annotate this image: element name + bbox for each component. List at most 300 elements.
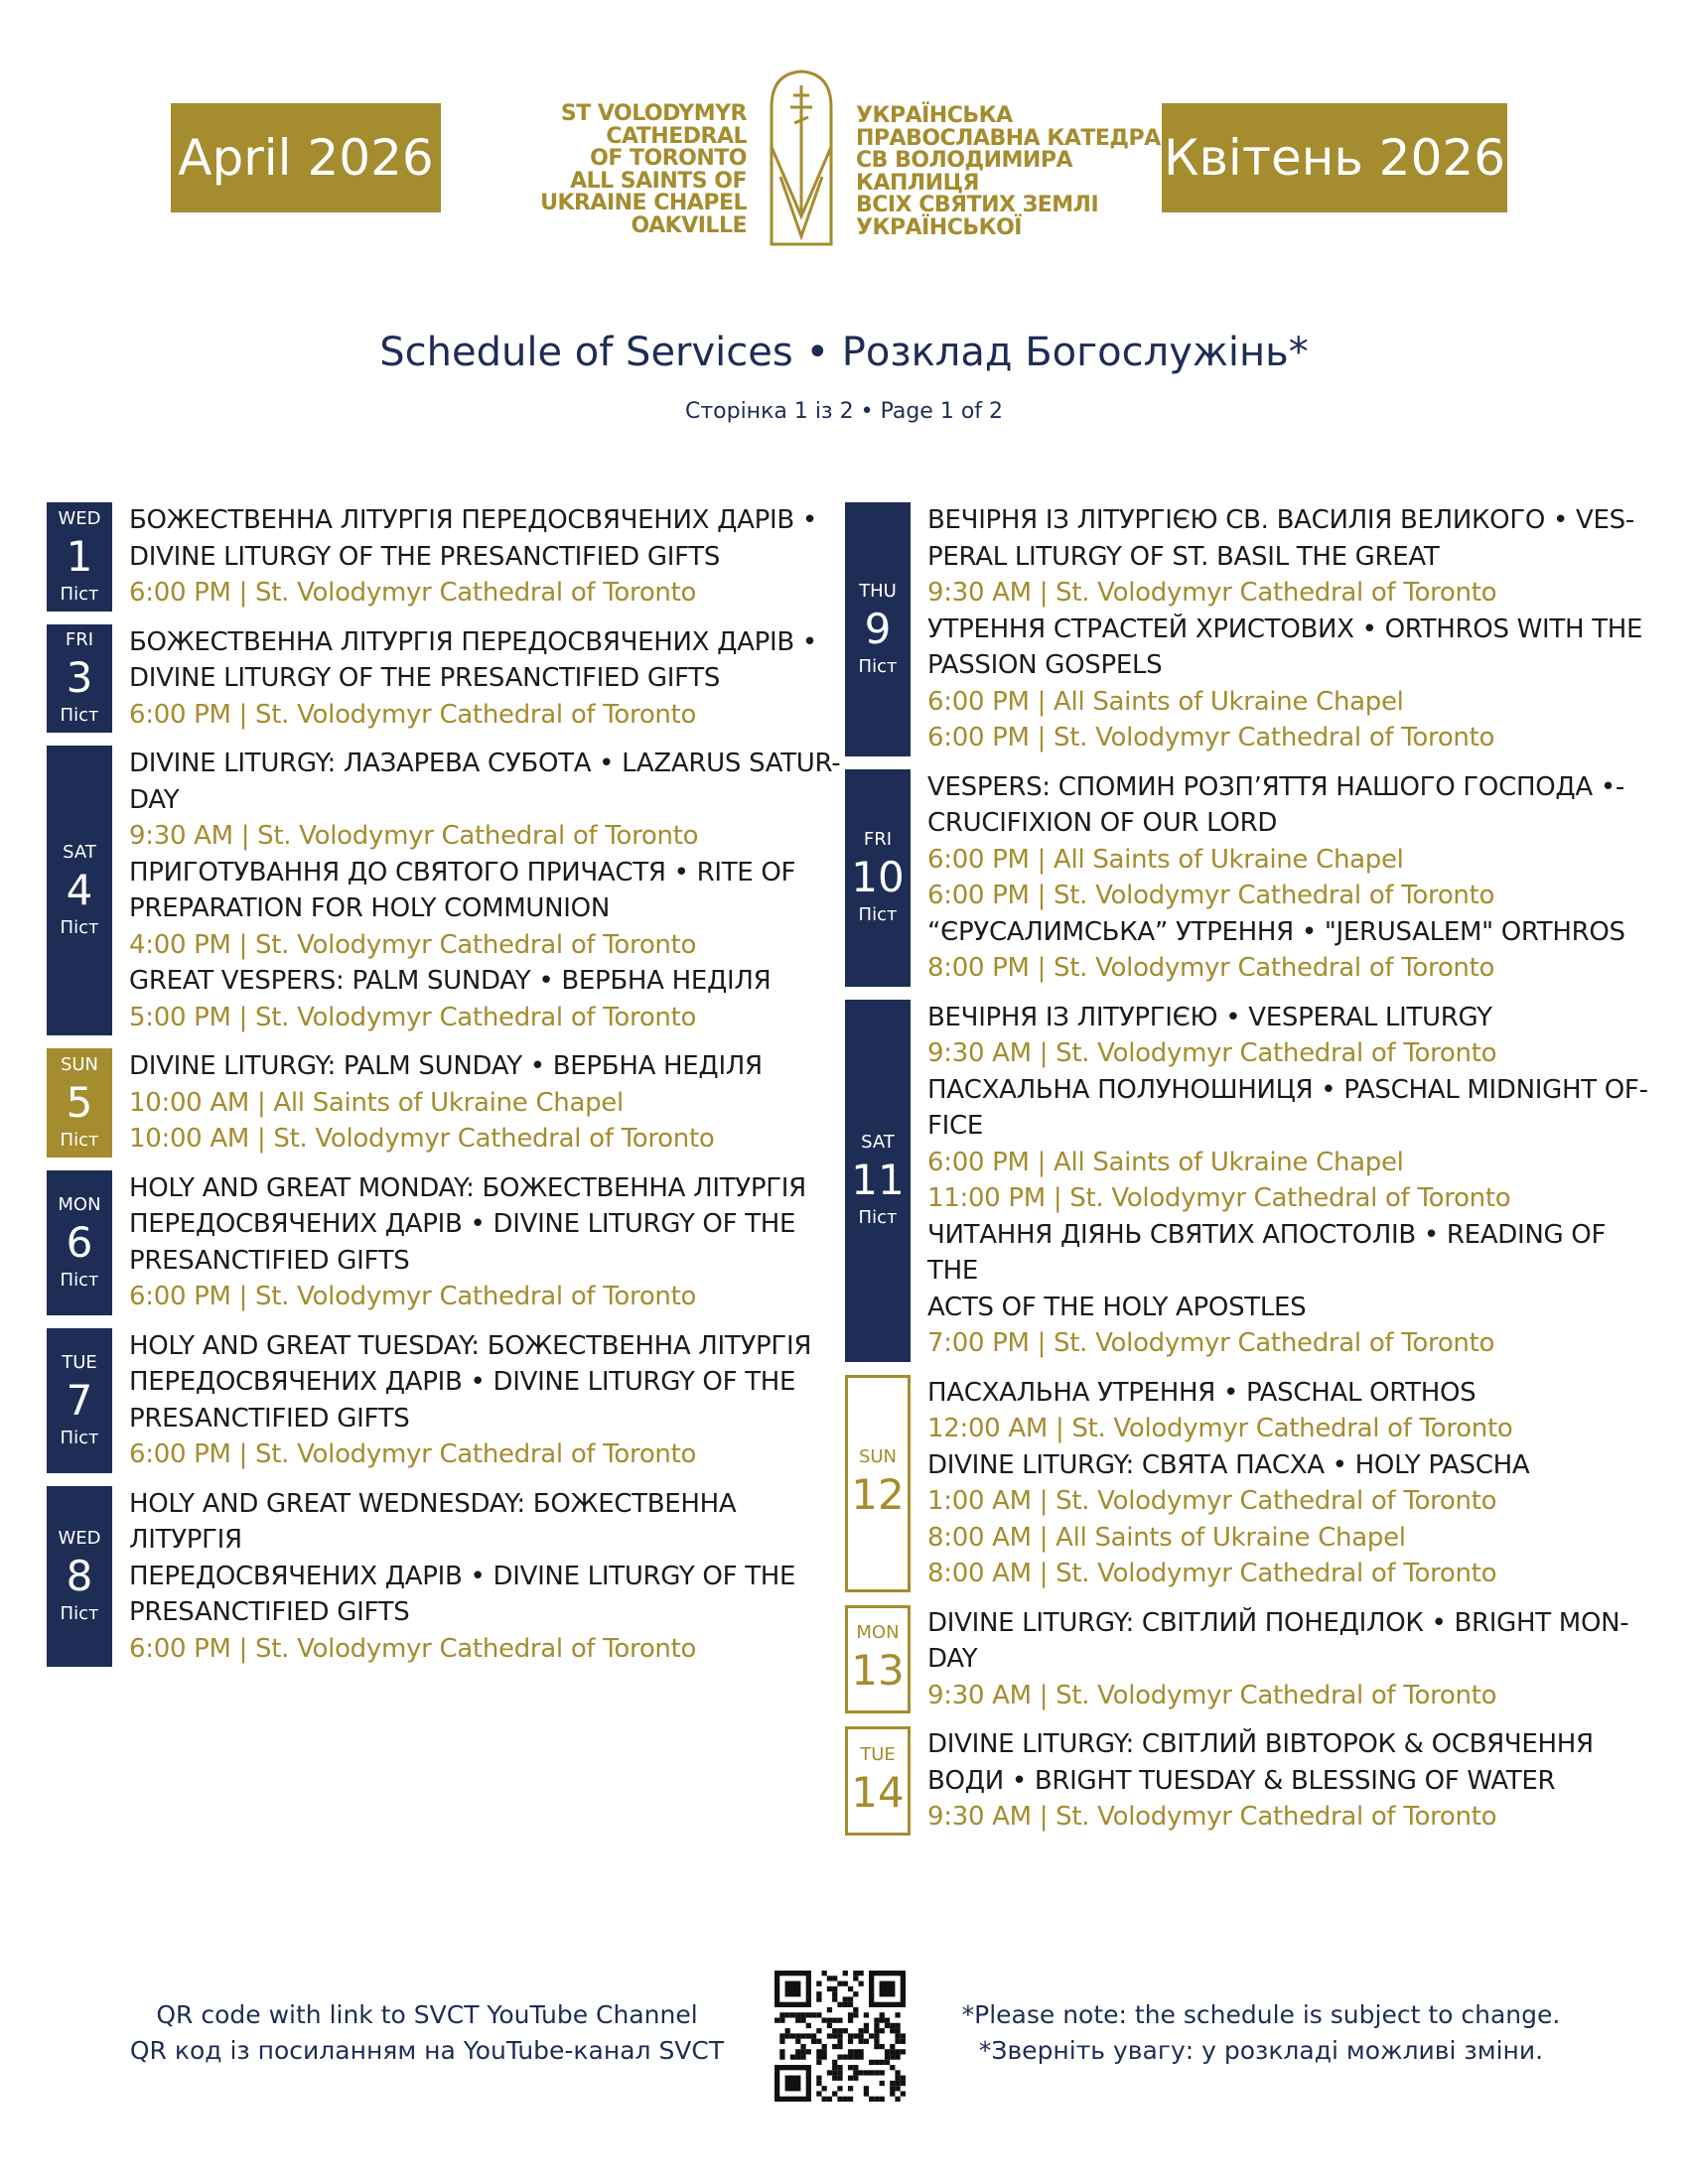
service-list xyxy=(911,502,1649,756)
qr-module xyxy=(880,2044,885,2049)
qr-module xyxy=(858,2049,863,2054)
qr-module xyxy=(822,2049,827,2054)
service-title: CRUCIFIXION OF OUR LORD xyxy=(927,808,1278,838)
qr-module xyxy=(874,2039,879,2044)
qr-module xyxy=(858,2033,863,2038)
qr-module xyxy=(832,2065,837,2070)
service-list xyxy=(911,1375,1649,1592)
qr-module xyxy=(790,2054,795,2059)
logo-line: ALL SAINTS OF xyxy=(570,168,747,194)
service-title: ПЕРЕДОСВЯЧЕНИХ ДАРІВ • DIVINE LITURGY OF THE xyxy=(129,1209,796,1239)
weekday-label: SUN xyxy=(858,1446,898,1467)
qr-module xyxy=(858,1971,863,1976)
service-title: PREPARATION FOR HOLY COMMUNION xyxy=(129,893,610,923)
qr-module xyxy=(880,2018,885,2023)
qr-module xyxy=(890,2049,895,2054)
service-title: DIVINE LITURGY: СВІТЛИЙ ВІВТОРОК & ОСВЯЧЕННЯ xyxy=(927,1729,1594,1759)
day-number: 3 xyxy=(66,653,93,703)
qr-module xyxy=(848,2002,853,2007)
qr-module xyxy=(853,2070,858,2075)
page-title: Schedule of Services • Розклад Богослужінь* xyxy=(379,330,1309,375)
qr-module xyxy=(837,2065,842,2070)
qr-module xyxy=(864,2039,869,2044)
service-list xyxy=(112,624,841,734)
qr-module xyxy=(827,2033,832,2038)
qr-module xyxy=(779,2039,784,2044)
qr-module xyxy=(816,2049,821,2054)
qr-module xyxy=(853,1991,858,1996)
service-time-location: 6:00 PM | St. Volodymyr Cathedral of Toronto xyxy=(129,1439,697,1469)
qr-module xyxy=(864,2012,869,2017)
qr-module xyxy=(853,2054,858,2059)
qr-module xyxy=(848,2018,853,2023)
qr-module xyxy=(837,2039,842,2044)
date-badge xyxy=(845,769,911,987)
fast-label: Піст xyxy=(60,1129,99,1151)
service-title: БОЖЕСТВЕННА ЛІТУРГІЯ ПЕРЕДОСВЯЧЕНИХ ДАРІВ • xyxy=(129,505,817,535)
qr-module xyxy=(816,1996,821,2001)
service-time-location: 7:00 PM | St. Volodymyr Cathedral of Toronto xyxy=(927,1328,1495,1358)
qr-module xyxy=(895,2086,900,2091)
fast-label: Піст xyxy=(60,705,99,727)
service-title: PERAL LITURGY OF ST. BASIL THE GREAT xyxy=(927,541,1440,572)
qr-module xyxy=(848,2039,853,2044)
fast-label: Піст xyxy=(60,583,99,605)
qr-module xyxy=(895,2039,900,2044)
qr-module xyxy=(895,2070,900,2075)
qr-module xyxy=(880,2012,885,2017)
logo-line: СВ ВОЛОДИМИРА xyxy=(856,148,1072,173)
qr-module xyxy=(816,1991,821,1996)
fast-label: Піст xyxy=(858,1207,898,1228)
qr-module xyxy=(800,2033,805,2038)
qr-module xyxy=(895,2049,900,2054)
schedule-note-en: *Please note: the schedule is subject to change. xyxy=(961,2000,1561,2029)
qr-module xyxy=(880,2060,885,2065)
page-subtitle: Сторінка 1 із 2 • Page 1 of 2 xyxy=(684,399,1004,424)
qr-module xyxy=(853,2065,858,2070)
schedule-day-entry xyxy=(47,624,841,734)
date-badge xyxy=(47,1048,112,1158)
qr-caption-uk: QR код із посиланням на YouTube-канал SVCT xyxy=(129,2036,725,2065)
qr-module xyxy=(837,2033,842,2038)
service-title: FICE xyxy=(927,1111,984,1141)
qr-module xyxy=(811,2012,816,2017)
logo-line: CATHEDRAL xyxy=(606,123,747,149)
service-time-location: 8:00 AM | St. Volodymyr Cathedral of Toronto xyxy=(927,1559,1497,1588)
qr-module xyxy=(864,2070,869,2075)
qr-module xyxy=(811,2033,816,2038)
service-time-location: 5:00 PM | St. Volodymyr Cathedral of Toronto xyxy=(129,1002,697,1032)
qr-module xyxy=(795,2012,800,2017)
date-badge xyxy=(845,1726,911,1836)
service-time-location: 8:00 PM | St. Volodymyr Cathedral of Toronto xyxy=(927,953,1495,983)
service-list xyxy=(112,1170,841,1315)
qr-module xyxy=(901,2039,906,2044)
day-number: 4 xyxy=(66,866,93,914)
qr-module xyxy=(848,1986,853,1991)
qr-module xyxy=(827,2007,832,2012)
qr-module xyxy=(880,1981,896,1997)
schedule-day-entry xyxy=(47,1170,841,1315)
service-list xyxy=(112,502,841,612)
service-time-location: 9:30 AM | St. Volodymyr Cathedral of Toronto xyxy=(927,1680,1497,1710)
service-time-location: 6:00 PM | All Saints of Ukraine Chapel xyxy=(927,686,1404,717)
qr-module xyxy=(837,2002,842,2007)
logo-text-english xyxy=(540,103,747,237)
fast-label: Піст xyxy=(60,1427,99,1448)
qr-module xyxy=(864,2028,869,2033)
qr-module xyxy=(795,2039,800,2044)
date-badge xyxy=(47,502,112,612)
service-list xyxy=(112,746,841,1035)
qr-module xyxy=(880,2028,885,2033)
weekday-label: WED xyxy=(58,1527,101,1549)
service-time-location: 9:30 AM | St. Volodymyr Cathedral of Toronto xyxy=(927,578,1497,608)
service-title: ЧИТАННЯ ДІЯНЬ СВЯТИХ АПОСТОЛІВ • READING OF THE xyxy=(927,1219,1607,1286)
service-title: “ЄРУСАЛИМСЬКА” УТРЕННЯ • "JERUSALEM" ORTHROS xyxy=(927,916,1625,947)
qr-module xyxy=(806,2012,811,2017)
date-badge xyxy=(47,1328,112,1473)
schedule-day-entry xyxy=(845,1000,1649,1362)
service-time-location: 6:00 PM | All Saints of Ukraine Chapel xyxy=(927,844,1404,875)
qr-module xyxy=(779,2049,784,2054)
service-time-location: 11:00 PM | St. Volodymyr Cathedral of Toronto xyxy=(927,1183,1511,1213)
qr-module xyxy=(890,2091,895,2096)
service-title: DAY xyxy=(129,784,180,815)
qr-module xyxy=(858,2039,863,2044)
qr-module xyxy=(822,1971,827,1976)
qr-module xyxy=(827,1976,832,1980)
service-title: PRESANCTIFIED GIFTS xyxy=(129,1245,410,1276)
schedule-column-right xyxy=(845,502,1649,1848)
service-time-location: 6:00 PM | St. Volodymyr Cathedral of Toronto xyxy=(129,699,697,730)
qr-module xyxy=(785,2076,801,2092)
qr-module xyxy=(853,2049,858,2054)
logo-line: ПРАВОСЛАВНА КАТЕДРА xyxy=(856,125,1161,151)
service-time-location: 9:30 AM | St. Volodymyr Cathedral of Toronto xyxy=(927,1802,1497,1832)
qr-module xyxy=(816,2028,821,2033)
qr-module xyxy=(832,1986,837,1991)
qr-module xyxy=(890,2081,895,2086)
schedule-day-entry xyxy=(47,1328,841,1473)
service-title: ACTS OF THE HOLY APOSTLES xyxy=(927,1292,1307,1322)
day-number: 13 xyxy=(851,1646,905,1696)
day-number: 11 xyxy=(851,1156,905,1204)
qr-module xyxy=(843,2097,848,2102)
qr-module xyxy=(827,2023,832,2028)
service-time-location: 9:30 AM | St. Volodymyr Cathedral of Toronto xyxy=(927,1038,1497,1068)
qr-module xyxy=(901,2033,906,2038)
qr-module xyxy=(816,2091,821,2096)
service-list xyxy=(911,1605,1649,1714)
logo-line: ВСІХ СВЯТИХ ЗЕМЛІ xyxy=(856,193,1099,217)
service-title: ВЕЧІРНЯ ІЗ ЛІТУРГІЄЮ СВ. ВАСИЛІЯ ВЕЛИКОГО • VES- xyxy=(927,505,1634,535)
qr-module xyxy=(832,2070,837,2075)
logo-line: OF TORONTO xyxy=(590,146,747,171)
service-time-location: 6:00 PM | St. Volodymyr Cathedral of Toronto xyxy=(129,1282,697,1311)
schedule-note xyxy=(914,1997,1609,2069)
schedule-note-uk: *Зверніть увагу: у розкладі можливі зміни. xyxy=(978,2036,1544,2065)
qr-module xyxy=(885,2049,890,2054)
service-list xyxy=(911,769,1649,987)
service-time-location: 8:00 AM | All Saints of Ukraine Chapel xyxy=(927,1522,1406,1553)
qr-module xyxy=(858,2070,863,2075)
qr-module xyxy=(853,2076,858,2081)
service-time-location: 12:00 AM | St. Volodymyr Cathedral of Toronto xyxy=(927,1414,1513,1443)
service-title: ПРИГОТУВАННЯ ДО СВЯТОГО ПРИЧАСТЯ • RITE OF xyxy=(129,857,796,887)
qr-module xyxy=(785,2012,790,2017)
service-title: HOLY AND GREAT TUESDAY: БОЖЕСТВЕННА ЛІТУРГІЯ xyxy=(129,1330,812,1361)
qr-module xyxy=(869,2070,874,2075)
qr-module xyxy=(837,2054,842,2059)
schedule-day-entry xyxy=(845,1726,1649,1836)
qr-module xyxy=(901,2076,906,2081)
service-time-location: 6:00 PM | St. Volodymyr Cathedral of Toronto xyxy=(927,723,1495,752)
qr-module xyxy=(843,1981,848,1986)
service-title: VESPERS: СПОМИН РОЗП’ЯТТЯ НАШОГО ГОСПОДА •- xyxy=(927,771,1624,802)
qr-module xyxy=(837,2076,842,2081)
service-title: УТРЕННЯ СТРАСТЕЙ ХРИСТОВИХ • ORTHROS WITH THE xyxy=(927,614,1643,644)
date-badge xyxy=(845,1605,911,1714)
service-title: ПЕРЕДОСВЯЧЕНИХ ДАРІВ • DIVINE LITURGY OF THE xyxy=(129,1561,796,1591)
qr-module xyxy=(901,2049,906,2054)
qr-module xyxy=(853,1971,858,1976)
qr-module xyxy=(858,2054,863,2059)
qr-module xyxy=(832,2091,837,2096)
weekday-label: FRI xyxy=(863,829,893,850)
weekday-label: MON xyxy=(856,1622,900,1644)
qr-module xyxy=(795,2018,800,2023)
qr-module xyxy=(832,2044,837,2049)
service-list xyxy=(112,1048,841,1158)
service-time-location: 6:00 PM | St. Volodymyr Cathedral of Toronto xyxy=(129,578,697,608)
schedule-day-entry xyxy=(845,1375,1649,1592)
qr-module xyxy=(837,2044,842,2049)
qr-module xyxy=(816,1981,821,1986)
service-title: DIVINE LITURGY OF THE PRESANCTIFIED GIFTS xyxy=(129,541,721,572)
service-time-location: 1:00 AM | St. Volodymyr Cathedral of Toronto xyxy=(927,1486,1497,1516)
fast-label: Піст xyxy=(858,655,898,677)
service-list xyxy=(911,1726,1649,1836)
cathedral-logo-icon xyxy=(767,68,836,246)
date-badge xyxy=(47,1486,112,1668)
qr-caption-en: QR code with link to SVCT YouTube Channel xyxy=(156,2000,698,2029)
service-title: PASSION GOSPELS xyxy=(927,650,1163,680)
service-title: БОЖЕСТВЕННА ЛІТУРГІЯ ПЕРЕДОСВЯЧЕНИХ ДАРІВ • xyxy=(129,626,817,657)
schedule-column-left xyxy=(47,502,841,1680)
qr-module xyxy=(800,2054,805,2059)
qr-module xyxy=(795,2033,800,2038)
service-time-location: 6:00 PM | St. Volodymyr Cathedral of Toronto xyxy=(129,1633,697,1664)
qr-module xyxy=(890,2086,895,2091)
qr-module xyxy=(806,2049,811,2054)
qr-module xyxy=(890,2065,895,2070)
qr-module xyxy=(864,2086,869,2091)
service-title: HOLY AND GREAT MONDAY: БОЖЕСТВЕННА ЛІТУРГІЯ xyxy=(129,1172,806,1203)
qr-module xyxy=(816,2060,821,2065)
qr-module xyxy=(832,2018,837,2023)
qr-module xyxy=(785,1981,801,1997)
qr-module xyxy=(837,1981,842,1986)
logo-line: УКРАЇНСЬКОЇ xyxy=(856,214,1022,240)
qr-module xyxy=(832,2076,837,2081)
qr-module xyxy=(795,2054,800,2059)
weekday-label: WED xyxy=(58,507,101,529)
fast-label: Піст xyxy=(60,917,99,938)
weekday-label: TUE xyxy=(62,1351,97,1373)
qr-module xyxy=(843,2002,848,2007)
qr-module xyxy=(874,2028,879,2033)
date-badge xyxy=(47,746,112,1035)
weekday-label: SAT xyxy=(63,842,96,863)
service-list xyxy=(911,1000,1649,1362)
day-number: 6 xyxy=(66,1217,93,1267)
date-badge xyxy=(845,1000,911,1362)
qr-module xyxy=(800,2044,805,2049)
qr-module xyxy=(885,2023,890,2028)
qr-module xyxy=(858,2028,863,2033)
qr-module xyxy=(848,2086,853,2091)
qr-module xyxy=(880,2081,885,2086)
qr-module xyxy=(822,2054,827,2059)
qr-module xyxy=(827,1986,832,1991)
service-title: ПАСХАЛЬНА ПОЛУНОШНИЦЯ • PASCHAL MIDNIGHT OF- xyxy=(927,1074,1648,1105)
schedule-day-entry xyxy=(845,502,1649,756)
service-time-location: 6:00 PM | All Saints of Ukraine Chapel xyxy=(927,1147,1404,1177)
qr-module xyxy=(832,2028,837,2033)
day-number: 14 xyxy=(851,1767,905,1817)
qr-module xyxy=(895,2076,900,2081)
qr-module xyxy=(822,2086,827,2091)
qr-module xyxy=(848,2065,853,2070)
qr-module xyxy=(843,2054,848,2059)
service-title: DIVINE LITURGY: PALM SUNDAY • ВЕРБНА НЕДІЛЯ xyxy=(129,1051,763,1081)
qr-module xyxy=(895,2028,900,2033)
service-title: DAY xyxy=(927,1644,978,1674)
schedule-day-entry xyxy=(845,1605,1649,1714)
weekday-label: FRI xyxy=(65,629,94,651)
logo-line: UKRAINE CHAPEL xyxy=(540,191,747,215)
qr-module xyxy=(800,2012,805,2017)
qr-module xyxy=(837,2018,842,2023)
qr-module xyxy=(822,2044,827,2049)
day-number: 10 xyxy=(851,853,905,901)
weekday-label: SUN xyxy=(60,1053,99,1075)
qr-module xyxy=(843,1971,848,1976)
service-time-location: 4:00 PM | St. Volodymyr Cathedral of Toronto xyxy=(129,929,697,960)
qr-module xyxy=(890,2028,895,2033)
qr-module xyxy=(874,2044,879,2049)
qr-module xyxy=(885,2060,890,2065)
month-label-uk: Квітень 2026 xyxy=(1162,103,1507,212)
qr-module xyxy=(869,2033,874,2038)
service-title: DIVINE LITURGY: ЛАЗАРЕВА СУБОТА • LAZARUS SATUR- xyxy=(129,749,841,778)
fast-label: Піст xyxy=(60,1602,99,1624)
qr-module xyxy=(832,1976,837,1980)
weekday-label: THU xyxy=(859,580,897,602)
schedule-day-entry xyxy=(47,746,841,1035)
qr-module xyxy=(874,2018,879,2023)
day-number: 1 xyxy=(66,531,93,581)
qr-module xyxy=(806,2033,811,2038)
qr-module xyxy=(790,2012,795,2017)
qr-module xyxy=(874,2033,879,2038)
fast-label: Піст xyxy=(858,904,898,925)
qr-module xyxy=(895,2023,900,2028)
qr-module xyxy=(800,2018,805,2023)
qr-module xyxy=(853,1976,858,1980)
weekday-label: MON xyxy=(58,1193,101,1215)
date-badge xyxy=(845,1375,911,1592)
service-title: PRESANCTIFIED GIFTS xyxy=(129,1403,410,1433)
qr-module xyxy=(816,2054,821,2059)
service-title: ВОДИ • BRIGHT TUESDAY & BLESSING OF WATER xyxy=(927,1765,1556,1796)
qr-module xyxy=(827,2018,832,2023)
qr-module xyxy=(837,2086,842,2091)
qr-module xyxy=(874,2097,879,2102)
service-title: DIVINE LITURGY: СВЯТА ПАСХА • HOLY PASCHA xyxy=(927,1449,1530,1480)
weekday-label: TUE xyxy=(860,1743,896,1765)
qr-module xyxy=(806,2023,811,2028)
qr-module xyxy=(895,2033,900,2038)
qr-module xyxy=(822,2018,827,2023)
qr-module xyxy=(779,2054,784,2059)
service-title: ПАСХАЛЬНА УТРЕННЯ • PASCHAL ORTHOS xyxy=(927,1377,1477,1408)
qr-module xyxy=(837,2070,842,2075)
day-number: 5 xyxy=(66,1077,93,1127)
service-list xyxy=(112,1328,841,1473)
schedule-day-entry xyxy=(47,1048,841,1158)
qr-module xyxy=(848,1996,853,2001)
qr-module xyxy=(779,2018,784,2023)
youtube-qr-code-icon[interactable] xyxy=(774,1971,906,2102)
day-number: 9 xyxy=(864,604,892,653)
qr-module xyxy=(843,1996,848,2001)
schedule-day-entry xyxy=(47,502,841,612)
qr-module xyxy=(848,2097,853,2102)
logo-text-ukrainian xyxy=(856,105,1161,239)
day-number: 8 xyxy=(66,1551,93,1600)
qr-module xyxy=(858,1981,863,1986)
logo-line: УКРАЇНСЬКА xyxy=(856,103,1013,128)
qr-module xyxy=(785,2028,790,2033)
qr-module xyxy=(874,2023,879,2028)
qr-module xyxy=(901,2081,906,2086)
qr-module xyxy=(890,2044,895,2049)
qr-module xyxy=(848,2054,853,2059)
logo-line: КАПЛИЦЯ xyxy=(856,170,979,196)
qr-module xyxy=(885,2054,890,2059)
month-label-en: April 2026 xyxy=(171,103,441,212)
qr-module xyxy=(880,2070,885,2075)
qr-module xyxy=(779,2012,784,2017)
service-time-location: 10:00 AM | St. Volodymyr Cathedral of Toronto xyxy=(129,1124,715,1154)
qr-module xyxy=(848,2012,853,2017)
service-title: ПЕРЕДОСВЯЧЕНИХ ДАРІВ • DIVINE LITURGY OF THE xyxy=(129,1367,796,1397)
qr-module xyxy=(901,2091,906,2096)
date-badge xyxy=(845,502,911,756)
qr-module xyxy=(795,2049,800,2054)
qr-module xyxy=(869,2060,874,2065)
logo-line: OAKVILLE xyxy=(631,212,747,238)
qr-caption xyxy=(99,1997,755,2069)
qr-module xyxy=(837,2028,842,2033)
service-time-location: 10:00 AM | All Saints of Ukraine Chapel xyxy=(129,1087,624,1118)
qr-module xyxy=(800,2049,805,2054)
qr-module xyxy=(816,2076,821,2081)
qr-module xyxy=(832,1991,837,1996)
